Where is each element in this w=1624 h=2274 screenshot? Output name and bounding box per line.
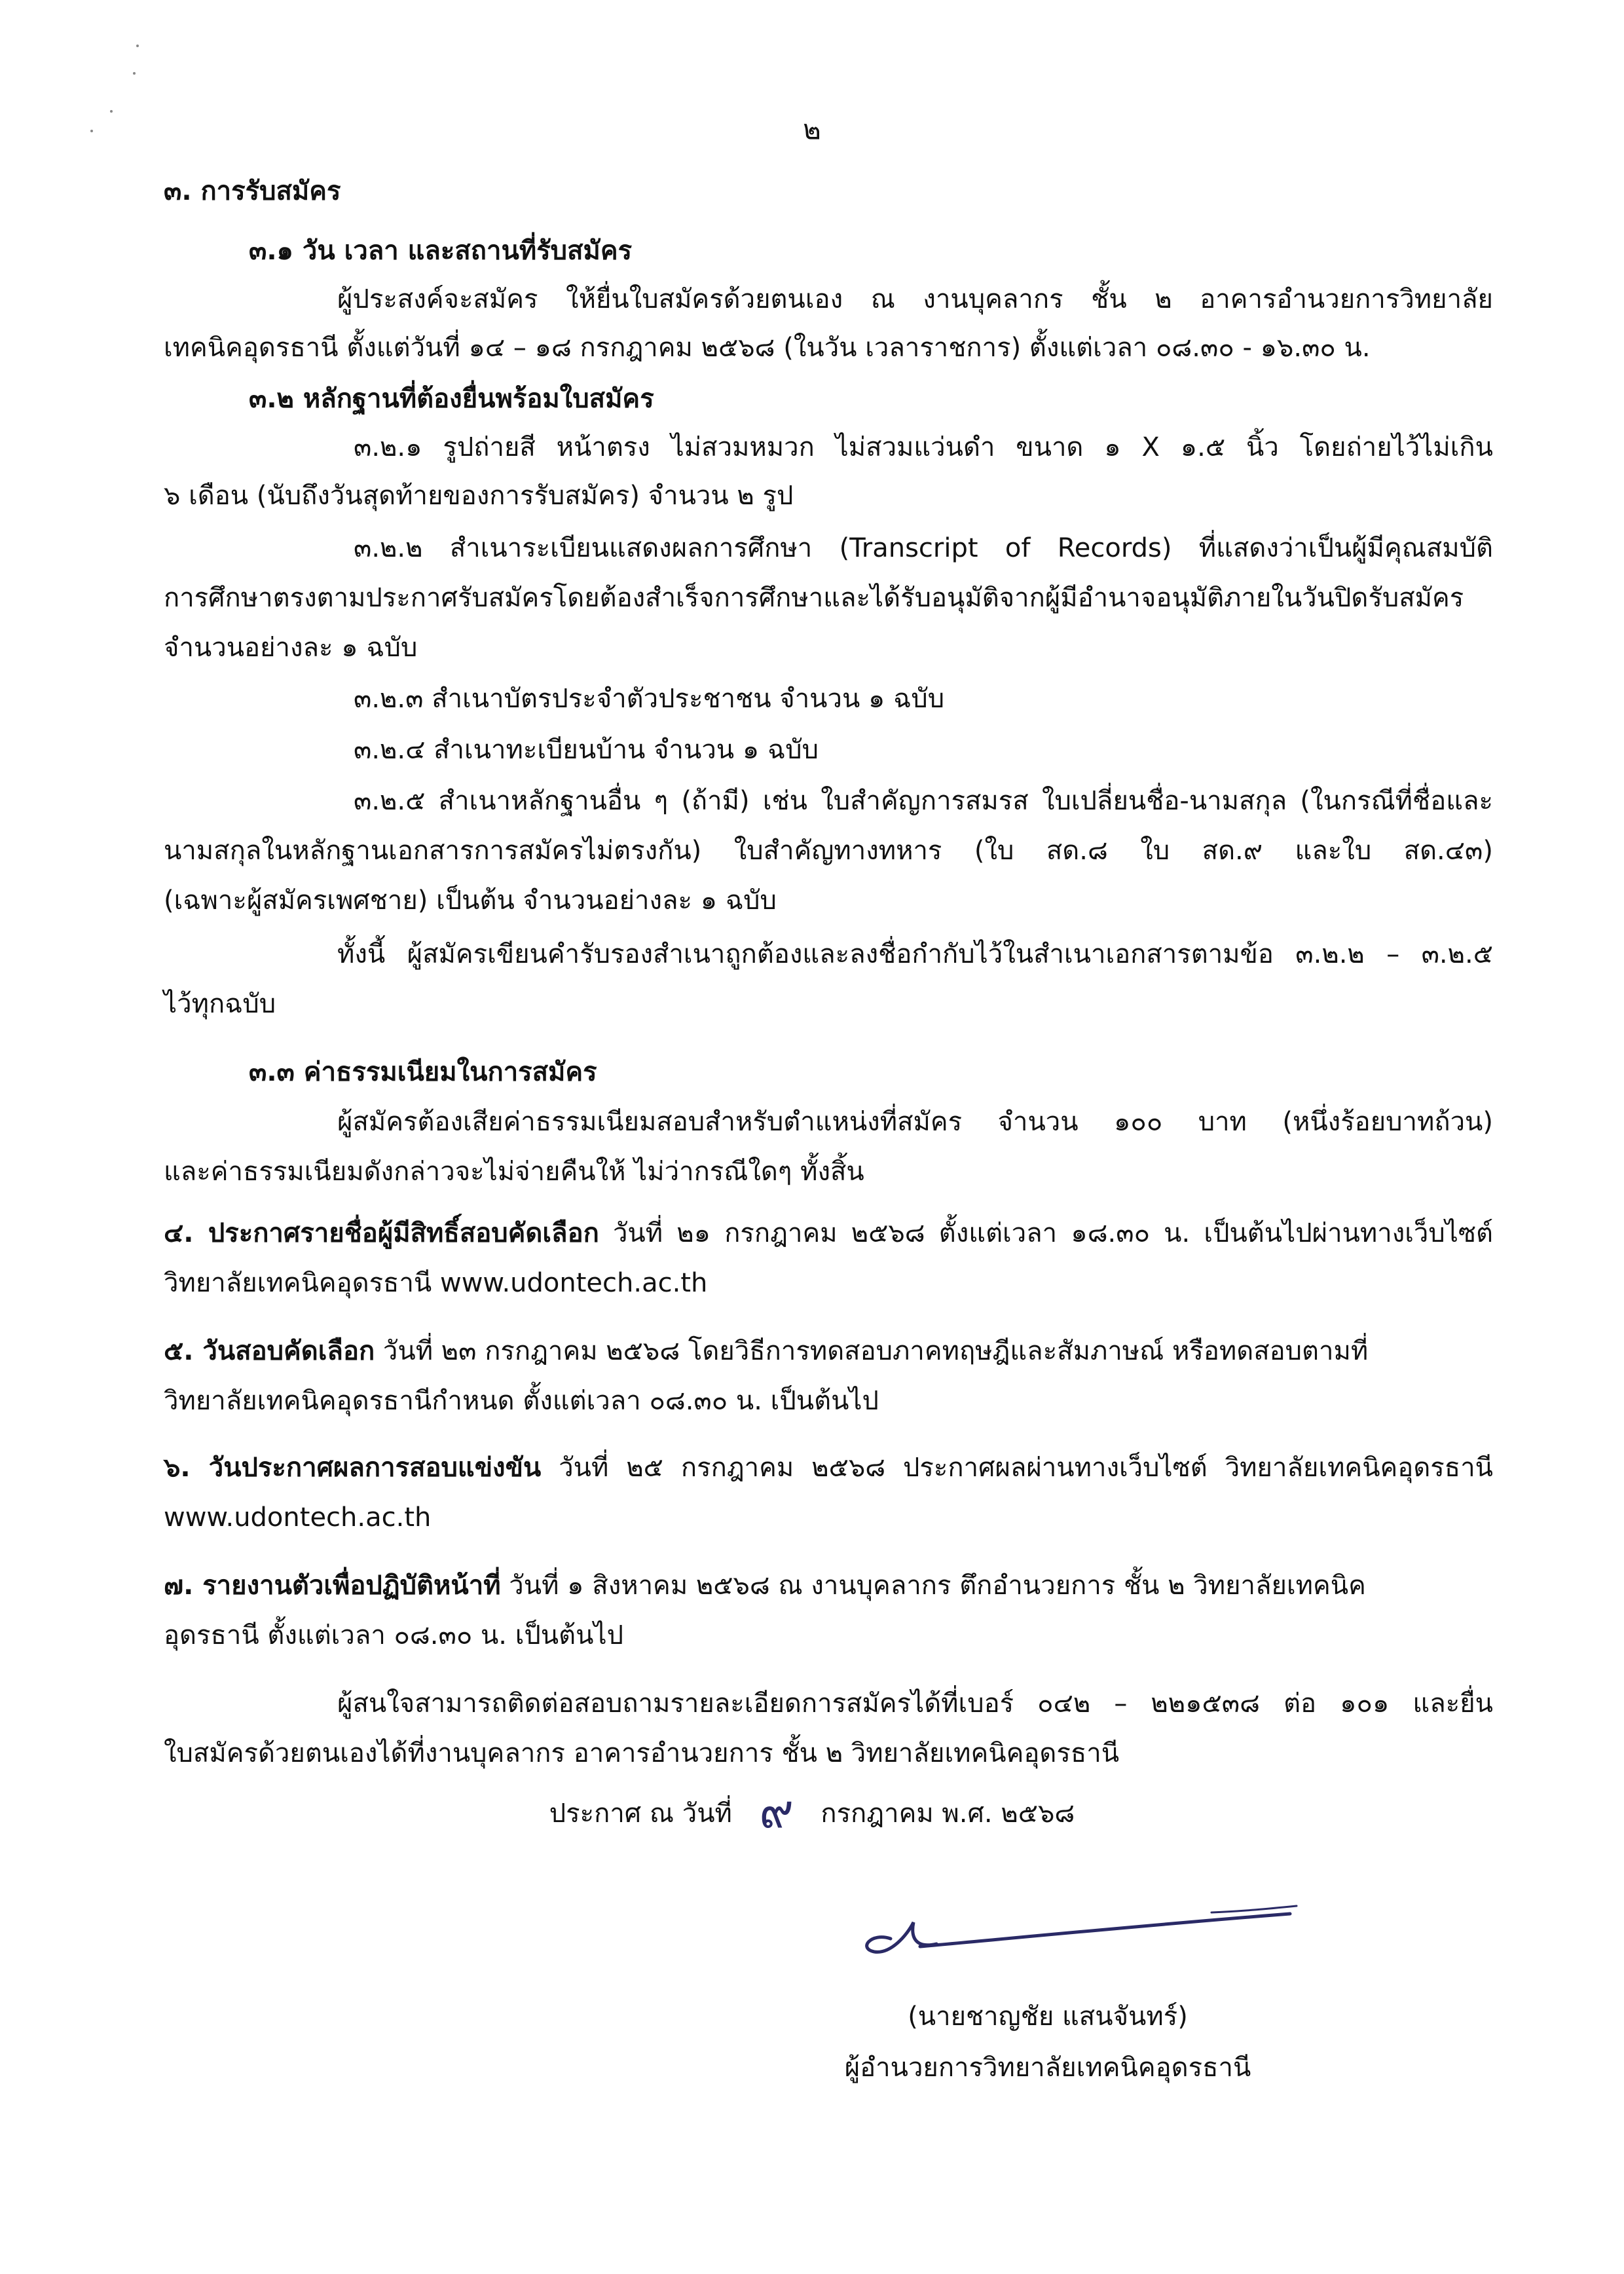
section-6-line-2: www.udontech.ac.th <box>164 1502 432 1533</box>
section-4-line-2: วิทยาลัยเทคนิคอุดรธานี www.udontech.ac.th <box>164 1268 708 1298</box>
page-number: ๒ <box>803 113 821 145</box>
section-3-1-title: ๓.๑ วัน เวลา และสถานที่รับสมัคร <box>249 236 633 266</box>
item-3-2-2-line-2: การศึกษาตรงตามประกาศรับสมัครโดยต้องสำเร็จการศึกษาและได้รับอนุมัติจากผู้มีอำนาจอนุมัติภายในวันปิดรับสมัคร <box>164 583 1464 613</box>
section-3-2-title: ๓.๒ หลักฐานที่ต้องยื่นพร้อมใบสมัคร <box>249 384 654 414</box>
item-3-2-5-line-2: นามสกุลในหลักฐานเอกสารการสมัครไม่ตรงกัน) ใบสำคัญทางทหาร (ใบ สด.๘ ใบ สด.๙ และใบ สด.๔๓) <box>164 836 1493 866</box>
note-line-2: ไว้ทุกฉบับ <box>164 989 276 1019</box>
announce-day-handwritten: ๙ <box>759 1783 794 1838</box>
section-3-1-line-2: เทคนิคอุดรธานี ตั้งแต่วันที่ ๑๔ – ๑๘ กรกฎาคม ๒๕๖๘ (ในวัน เวลาราชการ) ตั้งแต่เวลา ๐๘.๓๐ - ๑๖.๓๐ น. <box>164 333 1371 363</box>
section-3-3-line-1: ผู้สมัครต้องเสียค่าธรรมเนียมสอบสำหรับตำแหน่งที่สมัคร จำนวน ๑๐๐ บาท (หนึ่งร้อยบาทถ้วน) <box>337 1107 1493 1137</box>
section-7-text: วันที่ ๑ สิงหาคม ๒๕๖๘ ณ งานบุคลากร ตึกอำนวยการ ชั้น ๒ วิทยาลัยเทคนิค <box>500 1571 1366 1601</box>
section-5-line-1 <box>164 1327 1493 1375</box>
section-5-line-2: วิทยาลัยเทคนิคอุดรธานีกำหนด ตั้งแต่เวลา ๐๘.๓๐ น. เป็นต้นไป <box>164 1386 879 1416</box>
signatory-name: (นายชาญชัย แสนจันทร์) <box>908 2002 1188 2032</box>
section-3-3-title: ๓.๓ ค่าธรรมเนียมในการสมัคร <box>249 1057 597 1087</box>
section-6-text: วันที่ ๒๕ กรกฎาคม ๒๕๖๘ ประกาศผลผ่านทางเว็บไซต์ วิทยาลัยเทคนิคอุดรธานี <box>541 1453 1493 1483</box>
item-3-2-1-line-2: ๖ เดือน (นับถึงวันสุดท้ายของการรับสมัคร) จำนวน ๒ รูป <box>164 481 794 511</box>
section-5-title: ๕. วันสอบคัดเลือก <box>164 1336 375 1366</box>
announce-suffix: กรกฎาคม พ.ศ. ๒๕๖๘ <box>821 1799 1075 1829</box>
section-4-title: ๔. ประกาศรายชื่อผู้มีสิทธิ์สอบคัดเลือก <box>164 1218 599 1248</box>
contact-line-1: ผู้สนใจสามารถติดต่อสอบถามรายละเอียดการสมัครได้ที่เบอร์ ๐๔๒ – ๒๒๑๕๓๘ ต่อ ๑๐๑ และยื่น <box>337 1688 1493 1719</box>
section-3-heading: ๓. การรับสมัคร <box>164 176 341 206</box>
section-6-line-1 <box>164 1444 1493 1492</box>
item-3-2-2-line-1: ๓.๒.๒ สำเนาระเบียนแสดงผลการศึกษา (Transcript of Records) ที่แสดงว่าเป็นผู้มีคุณสมบัติ <box>354 533 1493 563</box>
section-7-line-2: อุดรธานี ตั้งแต่เวลา ๐๘.๓๐ น. เป็นต้นไป <box>164 1620 623 1650</box>
section-3-3-line-2: และค่าธรรมเนียมดังกล่าวจะไม่จ่ายคืนให้ ไม่ว่ากรณีใดๆ ทั้งสิ้น <box>164 1157 864 1187</box>
section-7-line-1 <box>164 1561 1493 1610</box>
section-4-text: วันที่ ๒๑ กรกฎาคม ๒๕๖๘ ตั้งแต่เวลา ๑๘.๓๐ น. เป็นต้นไปผ่านทางเว็บไซต์ <box>599 1218 1493 1248</box>
signature <box>845 1886 1316 1971</box>
section-6-title: ๖. วันประกาศผลการสอบแข่งขัน <box>164 1453 542 1483</box>
item-3-2-3: ๓.๒.๓ สำเนาบัตรประจำตัวประชาชน จำนวน ๑ ฉบับ <box>354 684 945 714</box>
section-4-line-1 <box>164 1209 1493 1258</box>
section-5-text: วันที่ ๒๓ กรกฎาคม ๒๕๖๘ โดยวิธีการทดสอบภาคทฤษฎีและสัมภาษณ์ หรือทดสอบตามที่ <box>375 1336 1369 1366</box>
item-3-2-4: ๓.๒.๔ สำเนาทะเบียนบ้าน จำนวน ๑ ฉบับ <box>354 735 819 765</box>
item-3-2-1-line-1: ๓.๒.๑ รูปถ่ายสี หน้าตรง ไม่สวมหมวก ไม่สวมแว่นดำ ขนาด ๑ X ๑.๕ นิ้ว โดยถ่ายไว้ไม่เกิน <box>354 432 1493 462</box>
signatory-position: ผู้อำนวยการวิทยาลัยเทคนิคอุดรธานี <box>844 2053 1251 2083</box>
item-3-2-2-line-3: จำนวนอย่างละ ๑ ฉบับ <box>164 633 418 663</box>
section-3-1-line-1: ผู้ประสงค์จะสมัคร ให้ยื่นใบสมัครด้วยตนเอง ณ งานบุคลากร ชั้น ๒ อาคารอำนวยการวิทยาลัย <box>337 284 1493 314</box>
note-line-1: ทั้งนี้ ผู้สมัครเขียนคำรับรองสำเนาถูกต้องและลงชื่อกำกับไว้ในสำเนาเอกสารตามข้อ ๓.๒.๒ – ๓.๒.๕ <box>337 939 1493 969</box>
item-3-2-5-line-3: (เฉพาะผู้สมัครเพศชาย) เป็นต้น จำนวนอย่างละ ๑ ฉบับ <box>164 885 777 916</box>
announce-prefix: ประกาศ ณ วันที่ <box>549 1799 732 1829</box>
contact-line-2: ใบสมัครด้วยตนเองได้ที่งานบุคลากร อาคารอำนวยการ ชั้น ๒ วิทยาลัยเทคนิคอุดรธานี <box>164 1738 1120 1768</box>
announcement-date <box>0 1785 1624 1840</box>
item-3-2-5-line-1: ๓.๒.๕ สำเนาหลักฐานอื่น ๆ (ถ้ามี) เช่น ใบสำคัญการสมรส ใบเปลี่ยนชื่อ-นามสกุล (ในกรณีที่ชื่อและ <box>354 786 1493 816</box>
section-7-title: ๗. รายงานตัวเพื่อปฏิบัติหน้าที่ <box>164 1571 501 1601</box>
